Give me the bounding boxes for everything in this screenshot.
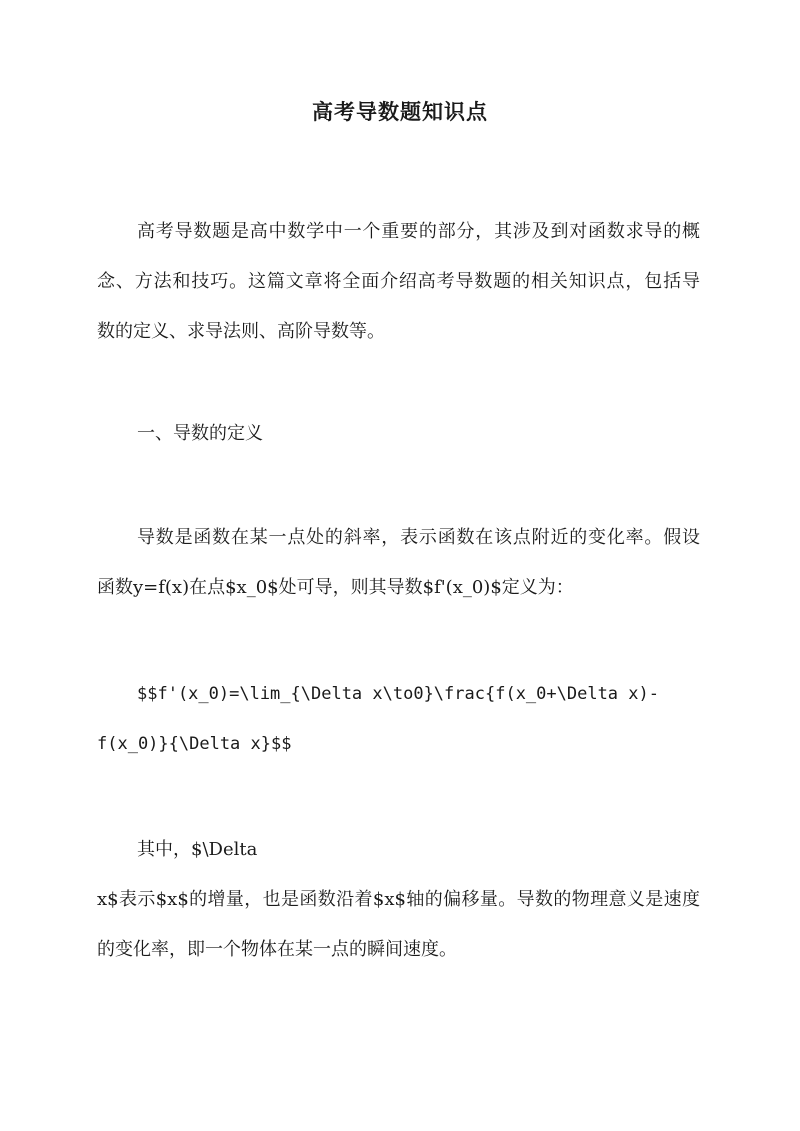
formula-line-1: $$f'(x_0)=\lim_{\Delta x\to0}\frac{f(x_0+\Delta x)- — [137, 684, 659, 704]
explanation-line-3: 的变化率，即一个物体在某一点的瞬间速度。 — [97, 939, 457, 960]
intro-line-1: 高考导数题是高中数学中一个重要的部分，其涉及到对函数求导的概 — [137, 221, 700, 242]
document-title: 高考导数题知识点 — [312, 99, 488, 124]
definition-line-2: 函数y=f(x)在点$x_0$处可导，则其导数$f'(x_0)$定义为： — [97, 577, 574, 598]
intro-line-3: 数的定义、求导法则、高阶导数等。 — [97, 321, 385, 342]
explanation-line-2: x$表示$x$的增量，也是函数沿着$x$轴的偏移量。导数的物理意义是速度 — [97, 889, 700, 910]
definition-line-1: 导数是函数在某一点处的斜率，表示函数在该点附近的变化率。假设 — [137, 527, 700, 548]
formula-line-2: f(x_0)}{\Delta x}$$ — [97, 734, 292, 754]
section-heading: 一、导数的定义 — [137, 423, 263, 444]
explanation-line-1: 其中，$\Delta — [137, 839, 258, 860]
intro-line-2: 念、方法和技巧。这篇文章将全面介绍高考导数题的相关知识点，包括导 — [97, 271, 700, 292]
